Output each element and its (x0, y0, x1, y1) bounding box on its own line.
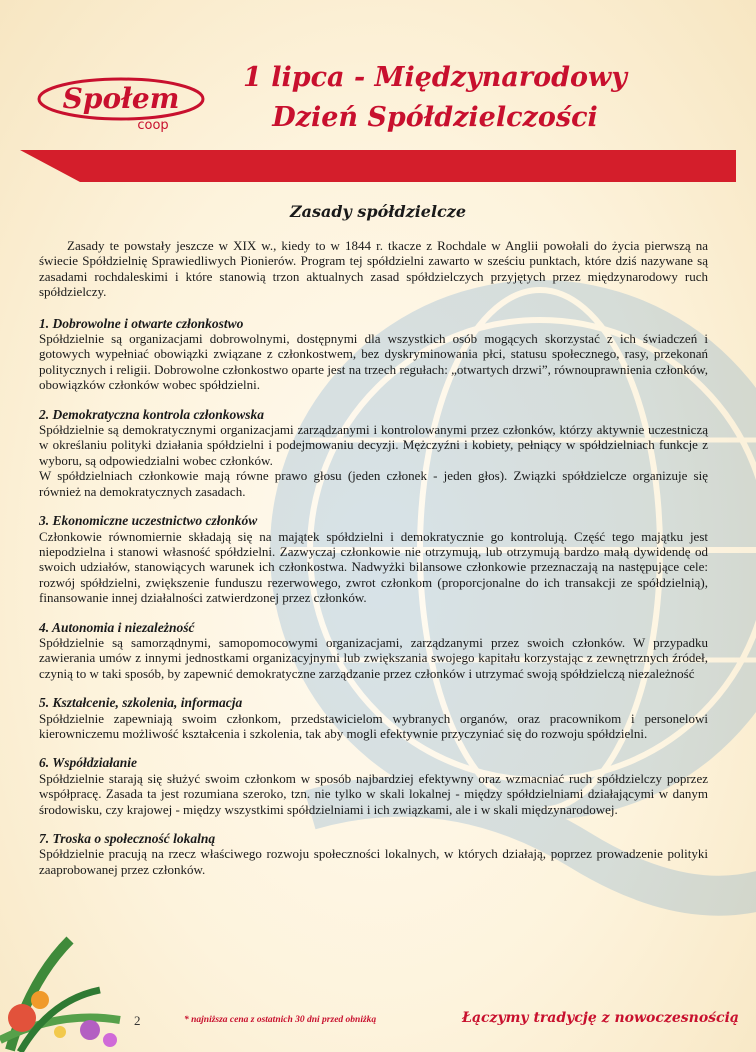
principle-title: 6. Współdziałanie (39, 755, 138, 771)
principle-title: 2. Demokratyczna kontrola członkowska (39, 406, 265, 422)
principle-3 (39, 513, 708, 605)
principle-title: 3. Ekonomiczne uczestnictwo członków (39, 513, 258, 529)
principle-7 (39, 831, 708, 877)
principle-text: Spółdzielnie pracują na rzecz właściwego rozwoju społeczności lokalnych, w których działają, poprzez prowadzenie polityki zaaprobowanej przez członków. (39, 846, 708, 877)
header-red-band (20, 150, 736, 182)
principle-title: 1. Dobrowolne i otwarte członkostwo (39, 315, 244, 331)
title-line-1: 1 lipca - Międzynarodowy (243, 62, 627, 93)
principle-text: Członkowie równomiernie składają się na majątek spółdzielni i demokratycznie go kontrolują. Część tego majątku jest niepodzielna i stanowi własność spółdzielni. Zazwyczaj członkowie nie otrzymują, lub otrzymują bardzo małą dywidendę od swoich udziałów, stanowiących warunek ich członkostwa. Nadwyżki bilansowe członkowie przeznaczają na następujące cele: rozwój spółdzielni, zwiększenie funduszu rezerwowego, zwrot członkom (proporcjonalne do ich transakcji ze spółdzielnią), finansowanie innej działalności zatwierdzonej przez członków. (39, 528, 708, 606)
intro-paragraph: Zasady te powstały jeszcze w XIX w., kiedy to w 1844 r. tkacze z Rochdale w Anglii powołali do życia pierwszą na świecie Spółdzielnię Sprawiedliwych Pionierów. Program tej spółdzielni zawarto w sześciu punktach, które dziś nazywane są zasadami rochdaleskimi i które stanowią trzon aktualnych zasad spółdzielczych przyjętych przez międzynarodowy ruch spółdzielczy. (39, 238, 708, 300)
principle-title: 5. Kształcenie, szkolenia, informacja (39, 695, 243, 711)
principle-2 (39, 407, 708, 499)
principle-text: Spółdzielnie są organizacjami dobrowolnymi, dostępnymi dla wszystkich osób mogących skorzystać z ich świadczeń i gotowych wypełniać obowiązki związane z członkostwem, bez dyskryminowania płci, statusu społecznego, rasy, przekonań politycznych i religii. Dobrowolne członkostwo oparte jest na trzech regułach: „otwartych drzwi”, równouprawnienia członków, obowiązków członków wobec spółdzielni. (39, 331, 708, 393)
principle-1 (39, 316, 708, 393)
principle-text: Spółdzielnie są samorządnymi, samopomocowymi organizacjami, zarządzanymi przez swoich członków. W przypadku zawierania umów z innymi jednostkami organizacyjnymi lub zwiększania swojego kapitału korzystając z zewnętrznych źródeł, czynią to w taki sposób, by zapewnić demokratyczne zarządzanie przez członków i utrzymać swoją spółdzielczą niezależność (39, 634, 708, 681)
svg-text:coop: coop (137, 118, 169, 133)
slogan: Łączymy tradycję z nowoczesnością (462, 1010, 739, 1026)
title-line-2: Dzień Spółdzielczości (272, 102, 598, 133)
page-title (215, 58, 655, 138)
principle-4 (39, 620, 708, 682)
principle-6 (39, 755, 708, 817)
principle-text-2: W spółdzielniach członkowie mają równe prawo głosu (jeden członek - jeden głos). Związki spółdzielcze organizuje się również na demokratycznych zasadach. (39, 468, 708, 499)
spolem-logo (35, 75, 205, 135)
principle-5 (39, 695, 708, 741)
flower-decoration-icon (0, 900, 140, 1052)
section-heading: Zasady spółdzielcze (289, 202, 467, 221)
svg-text:Społem: Społem (62, 82, 180, 115)
principle-text: Spółdzielnie są demokratycznymi organizacjami zarządzanymi i kontrolowanymi przez członków, którzy aktywnie uczestniczą w określaniu polityki działania spółdzielni i podejmowaniu decyzji. Mężczyźni i kobiety, pełniący w spółdzielniach funkcje z wyboru, są odpowiedzialni wobec członków. (39, 422, 708, 468)
article-body (39, 238, 708, 891)
principle-title: 7. Troska o społeczność lokalną (39, 831, 216, 846)
principle-title: 4. Autonomia i niezależność (39, 619, 195, 635)
price-footnote: * najniższa cena z ostatnich 30 dni przed obniżką (184, 1015, 377, 1025)
principle-text: Spółdzielnie zapewniają swoim członkom, przedstawicielom wybranych organów, oraz pracownikom i personelowi kierowniczemu możliwość kształcenia i szkolenia, tak aby mogli efektywnie przyczyniać się do rozwoju spółdzielni. (39, 710, 708, 741)
page-number: 2 (134, 1013, 141, 1028)
principle-text: Spółdzielnie starają się służyć swoim członkom w sposób najbardziej efektywny oraz wzmacniać ruch spółdzielczy poprzez współpracę. Zasada ta jest rozumiana szeroko, tzn. nie tylko w skali lokalnej - między spółdzielniami działającymi w danym środowisku, czy krajowej - między wszystkimi spółdzielniami i ich związkami, ale i w skali międzynarodowej. (39, 770, 708, 817)
